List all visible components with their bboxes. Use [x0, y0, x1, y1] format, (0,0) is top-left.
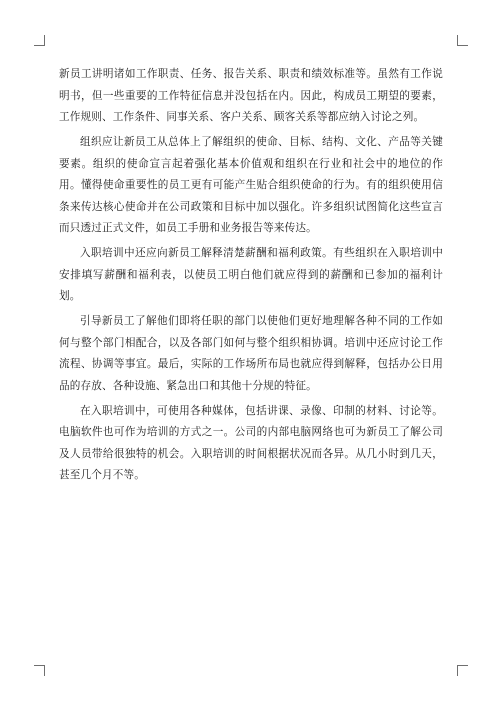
paragraph-organization-mission: 组织应让新员工从总体上了解组织的使命、目标、结构、文化、产品等关键要素。组织的使命宣言起着强化基本价值观和组织在行业和社会中的地位的作用。懂得使命重要性的员工更有可能产生贴合组织使命的行为。有的组织使用信条来传达核心使命并在公司政策和目标中加以强化。许多组织试图简化这些宣言而只透过正式文件，如员工手册和业务报告等来传达。	[59, 135, 443, 235]
crop-mark-bottom-left	[34, 665, 45, 676]
crop-mark-top-right	[457, 35, 468, 46]
document-body	[59, 64, 443, 490]
crop-mark-bottom-right	[457, 665, 468, 676]
paragraph-job-duties: 新员工讲明诸如工作职责、任务、报告关系、职责和绩效标准等。虽然有工作说明书，但一些重要的工作特征信息并没包括在内。因此，构成员工期望的要素，工作规则、工作条件、同事关系、客户关系、顾客关系等都应纳入讨论之列。	[59, 68, 443, 124]
paragraph-department-orientation: 引导新员工了解他们即将任职的部门以使他们更好地理解各种不同的工作如何与整个部门相配合，以及各部门如何与整个组织相协调。培训中还应讨论工作流程、协调等事宜。最后，实际的工作场所布局也就应得到解释，包括办公日用品的存放、各种设施、紧急出口和其他十分规的特征。	[59, 315, 443, 392]
crop-mark-top-left	[34, 35, 45, 46]
paragraph-training-media: 在入职培训中，可使用各种媒体，包括讲课、录像、印制的材料、讨论等。电脑软件也可作为培训的方式之一。公司的内部电脑网络也可为新员工了解公司及人员带给很独特的机会。入职培训的时间根据状况而各异。从几小时到几天，甚至几个月不等。	[59, 404, 443, 482]
paragraph-compensation-benefits: 入职培训中还应向新员工解释清楚薪酬和福利政策。有些组织在入职培训中安排填写薪酬和福利表，以使员工明白他们就应得到的薪酬和已参加的福利计划。	[59, 247, 443, 303]
